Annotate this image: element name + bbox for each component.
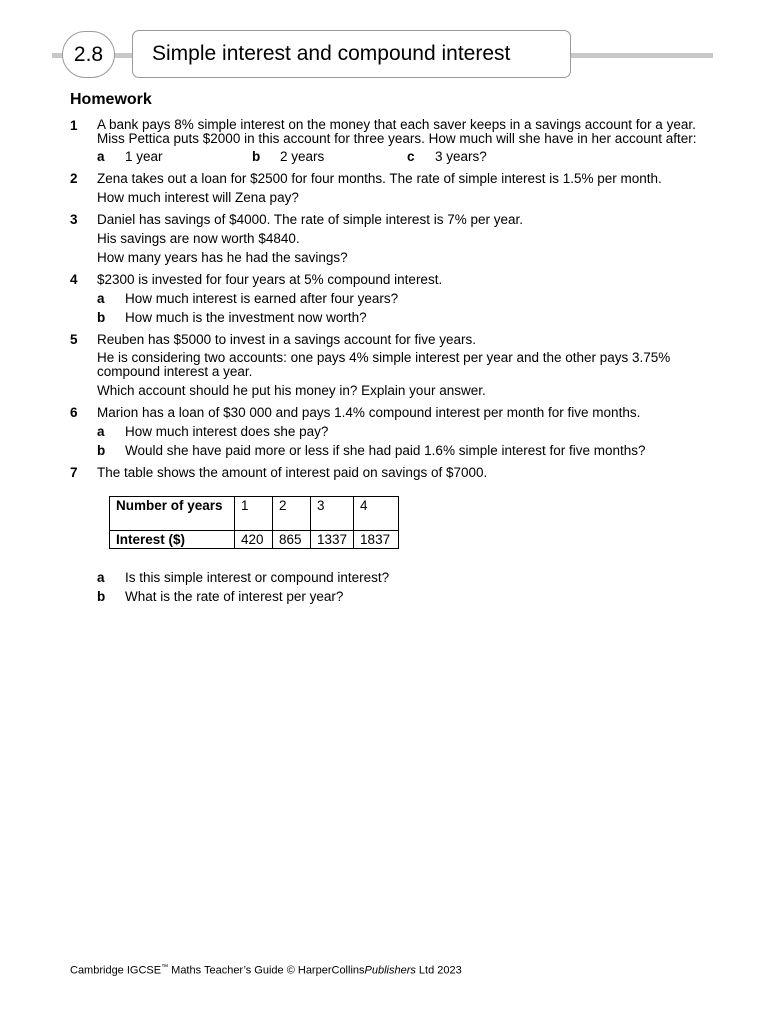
option-b	[252, 149, 407, 164]
question-parts	[97, 424, 700, 458]
table-row	[110, 497, 399, 531]
option-a	[97, 149, 252, 164]
part-a	[97, 424, 700, 439]
question-number: 1	[70, 118, 78, 133]
part-text: How much is the investment now worth?	[125, 310, 367, 325]
table-cell: 420	[235, 531, 273, 549]
option-label: b	[252, 149, 261, 164]
question-text: Daniel has savings of $4000. The rate of simple interest is 7% per year.	[97, 212, 523, 227]
question-text: His savings are now worth $4840.	[97, 231, 300, 246]
answer-options	[97, 149, 700, 164]
question-2	[70, 171, 700, 205]
part-a	[97, 570, 700, 585]
part-text: Is this simple interest or compound interest?	[125, 570, 390, 585]
question-text: How many years has he had the savings?	[97, 250, 348, 265]
table-cell: 1	[235, 497, 273, 531]
part-text: How much interest is earned after four years?	[125, 291, 399, 306]
header-rule-right	[570, 53, 713, 58]
option-c	[407, 149, 562, 164]
question-number: 3	[70, 212, 78, 227]
question-number: 2	[70, 171, 78, 186]
question-number: 7	[70, 465, 78, 480]
table-cell: 3	[311, 497, 354, 531]
part-text: What is the rate of interest per year?	[125, 589, 344, 604]
question-text: A bank pays 8% simple interest on the money that each saver keeps in a savings account for a year. Miss Pettica puts $2000 in this account for three years. How much will she have in her account after:	[97, 117, 697, 146]
option-text: 2 years	[280, 149, 325, 164]
trademark-mark: ™	[161, 964, 169, 971]
part-label: a	[97, 570, 105, 585]
page-footer	[70, 964, 462, 977]
question-number: 4	[70, 272, 78, 287]
option-label: a	[97, 149, 105, 164]
question-3	[70, 212, 700, 265]
question-parts	[97, 291, 700, 325]
section-title: Homework	[70, 91, 152, 108]
table-cell: 1837	[354, 531, 399, 549]
footer-text: Ltd 2023	[415, 964, 462, 977]
table-row	[110, 531, 399, 549]
question-text: Zena takes out a loan for $2500 for four months. The rate of simple interest is 1.5% per month.	[97, 171, 662, 186]
page-title: Simple interest and compound interest	[132, 30, 571, 78]
part-label: b	[97, 443, 106, 458]
section-number-badge: 2.8	[62, 31, 115, 78]
question-text: Which account should he put his money in? Explain your answer.	[97, 383, 486, 398]
question-text: Marion has a loan of $30 000 and pays 1.4% compound interest per month for five months.	[97, 405, 641, 420]
part-label: a	[97, 424, 105, 439]
homework-list	[70, 118, 700, 611]
table-cell: 1337	[311, 531, 354, 549]
question-parts	[97, 570, 700, 604]
part-text: Would she have paid more or less if she had paid 1.6% simple interest for five months?	[125, 443, 646, 458]
footer-publisher-italic: Publishers	[364, 964, 416, 977]
question-text: How much interest will Zena pay?	[97, 190, 299, 205]
row-header-interest: Interest ($)	[110, 531, 235, 549]
option-text: 1 year	[125, 149, 163, 164]
table-cell: 865	[273, 531, 311, 549]
part-text: How much interest does she pay?	[125, 424, 329, 439]
part-b	[97, 443, 700, 458]
part-a	[97, 291, 700, 306]
part-b	[97, 310, 700, 325]
option-text: 3 years?	[435, 149, 487, 164]
question-number: 5	[70, 332, 78, 347]
question-text: $2300 is invested for four years at 5% compound interest.	[97, 272, 443, 287]
part-b	[97, 589, 700, 604]
question-text: Reuben has $5000 to invest in a savings account for five years.	[97, 332, 476, 347]
question-number: 6	[70, 405, 78, 420]
question-text: He is considering two accounts: one pays 4% simple interest per year and the other pays 3.75% compound interest a year.	[97, 350, 671, 379]
table-cell: 4	[354, 497, 399, 531]
table-cell: 2	[273, 497, 311, 531]
option-label: c	[407, 149, 415, 164]
row-header-years: Number of years	[110, 497, 235, 531]
question-5	[70, 332, 700, 398]
footer-text: Cambridge IGCSE	[70, 964, 162, 977]
question-4	[70, 272, 700, 325]
footer-text: Maths Teacher’s Guide © HarperCollins	[168, 964, 365, 977]
question-1	[70, 118, 700, 164]
header-rule-middle	[114, 53, 134, 58]
question-6	[70, 405, 700, 458]
interest-table	[109, 496, 399, 549]
question-7	[70, 465, 700, 604]
part-label: b	[97, 589, 106, 604]
part-label: a	[97, 291, 105, 306]
part-label: b	[97, 310, 106, 325]
question-text: The table shows the amount of interest paid on savings of $7000.	[97, 465, 488, 480]
